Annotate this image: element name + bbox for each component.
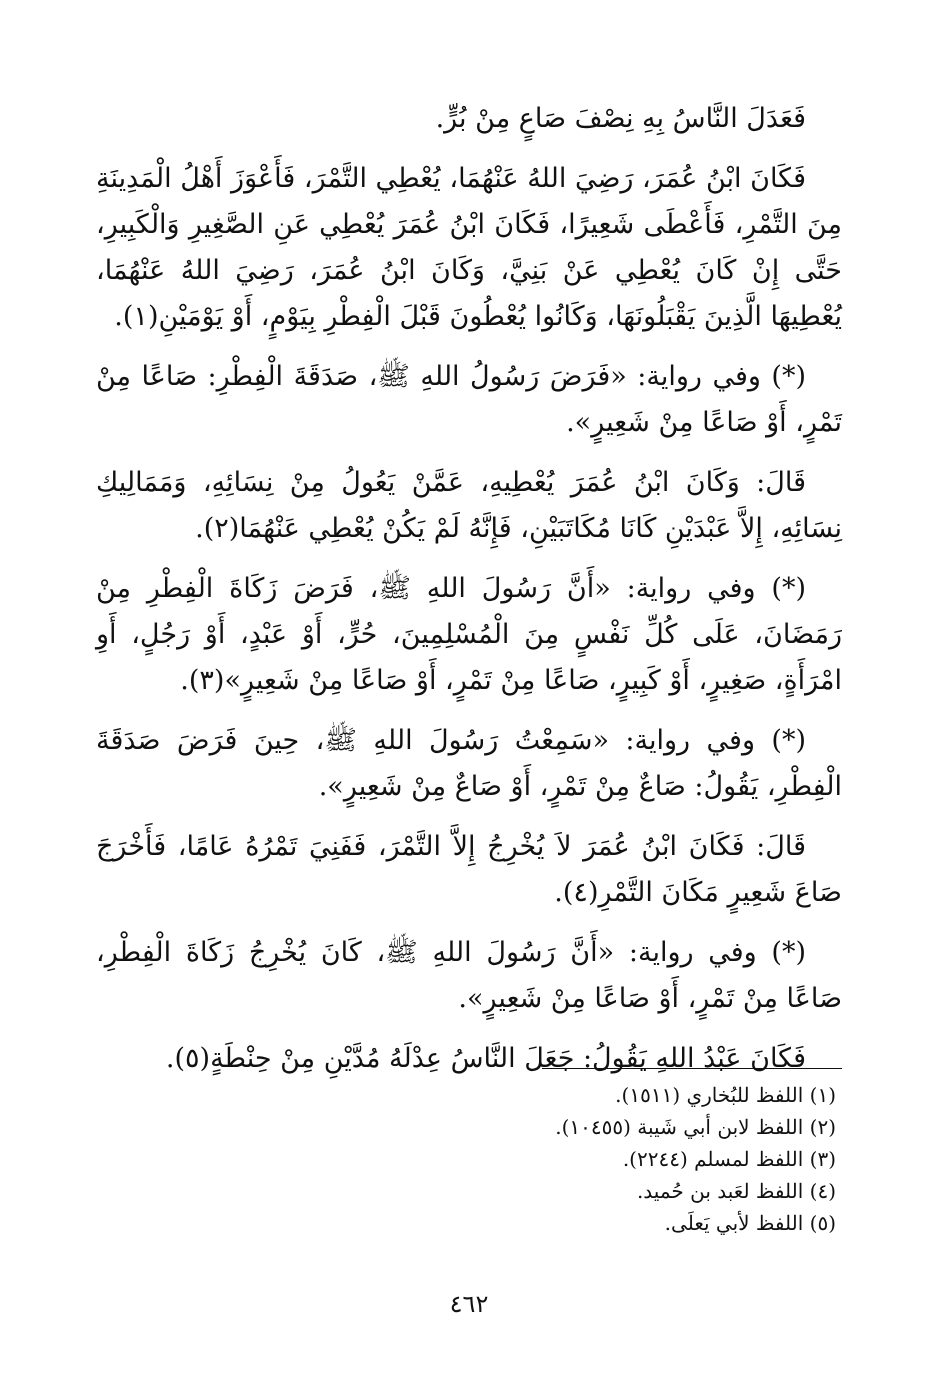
footnote-2: (٢) اللفظ لابن أبي شَيبة (١٠٤٥٥). (555, 1115, 836, 1139)
paragraph-6: (*) وفي رواية: «سَمِعْتُ رَسُولَ اللهِ ﷺ، حِينَ فَرَضَ صَدَقَةَ الْفِطْرِ، يَقُولُ: صَاعٌ مِنْ تَمْرٍ، أَوْ صَاعٌ مِنْ شَعِيرٍ». (96, 725, 842, 802)
footnotes (96, 1068, 842, 1239)
paragraph-7: قَالَ: فَكَانَ ابْنُ عُمَرَ لاَ يُخْرِجُ إِلاَّ التَّمْرَ، فَفَنِيَ تَمْرُهُ عَامًا، فَأَخْرَجَ صَاعَ شَعِيرٍ مَكَانَ التَّمْرِ(٤). (96, 831, 842, 908)
paragraph-4: قَالَ: وَكَانَ ابْنُ عُمَرَ يُعْطِيهِ، عَمَّنْ يَعُولُ مِنْ نِسَائِهِ، وَمَمَالِيكِ نِسَائِهِ، إِلاَّ عَبْدَيْنِ كَانَا مُكَاتَبَيْنِ، فَإِنَّهُ لَمْ يَكُنْ يُعْطِي عَنْهُمَا(٢). (96, 467, 842, 544)
footnote-4: (٤) اللفظ لعَبد بن حُميد. (636, 1179, 836, 1203)
footnote-5: (٥) اللفظ لأبي يَعلَى. (664, 1211, 836, 1235)
main-text (96, 96, 842, 1096)
paragraph-1: فَعَدَلَ النَّاسُ بِهِ نِصْفَ صَاعٍ مِنْ بُرٍّ. (435, 103, 806, 134)
paragraph-3: (*) وفي رواية: «فَرَضَ رَسُولُ اللهِ ﷺ، صَدَقَةَ الْفِطْرِ: صَاعًا مِنْ تَمْرٍ، أَوْ صَاعًا مِنْ شَعِيرٍ». (96, 361, 842, 438)
footnote-3: (٣) اللفظ لمسلم (٢٢٤٤). (622, 1147, 836, 1171)
paragraph-9: فَكَانَ عَبْدُ اللهِ يَقُولُ: جَعَلَ النَّاسُ عِدْلَهُ مُدَّيْنِ مِنْ حِنْطَةٍ(٥). (165, 1043, 806, 1074)
paragraph-8: (*) وفي رواية: «أَنَّ رَسُولَ اللهِ ﷺ، كَانَ يُخْرِجُ زَكَاةَ الْفِطْرِ، صَاعًا مِنْ تَمْرٍ، أَوْ صَاعًا مِنْ شَعِيرٍ». (96, 937, 842, 1014)
footnote-divider (542, 1068, 842, 1069)
footnote-1: (١) اللفظ للبُخاري (١٥١١). (615, 1083, 836, 1107)
paragraph-2: فَكَانَ ابْنُ عُمَرَ، رَضِيَ اللهُ عَنْهُمَا، يُعْطِي التَّمْرَ، فَأَعْوَزَ أَهْلُ الْمَدِينَةِ مِنَ التَّمْرِ، فَأَعْطَى شَعِيرًا، فَكَانَ ابْنُ عُمَرَ يُعْطِي عَنِ الصَّغِيرِ وَالْكَبِيرِ، حَتَّى إِنْ كَانَ يُعْطِي عَنْ بَنِيَّ، وَكَانَ ابْنُ عُمَرَ، رَضِيَ اللهُ عَنْهُمَا، يُعْطِيهَا الَّذِينَ يَقْبَلُونَهَا، وَكَانُوا يُعْطُونَ قَبْلَ الْفِطْرِ بِيَوْمٍ، أَوْ يَوْمَيْنِ(١). (96, 163, 842, 332)
paragraph-5: (*) وفي رواية: «أَنَّ رَسُولَ اللهِ ﷺ، فَرَضَ زَكَاةَ الْفِطْرِ مِنْ رَمَضَانَ، عَلَى كُلِّ نَفْسٍ مِنَ الْمُسْلِمِينَ، حُرٍّ، أَوْ عَبْدٍ، أَوْ رَجُلٍ، أَوِ امْرَأَةٍ، صَغِيرٍ، أَوْ كَبِيرٍ، صَاعًا مِنْ تَمْرٍ، أَوْ صَاعًا مِنْ شَعِيرٍ»(٣). (96, 573, 842, 696)
page-number: ٤٦٢ (449, 1290, 489, 1318)
